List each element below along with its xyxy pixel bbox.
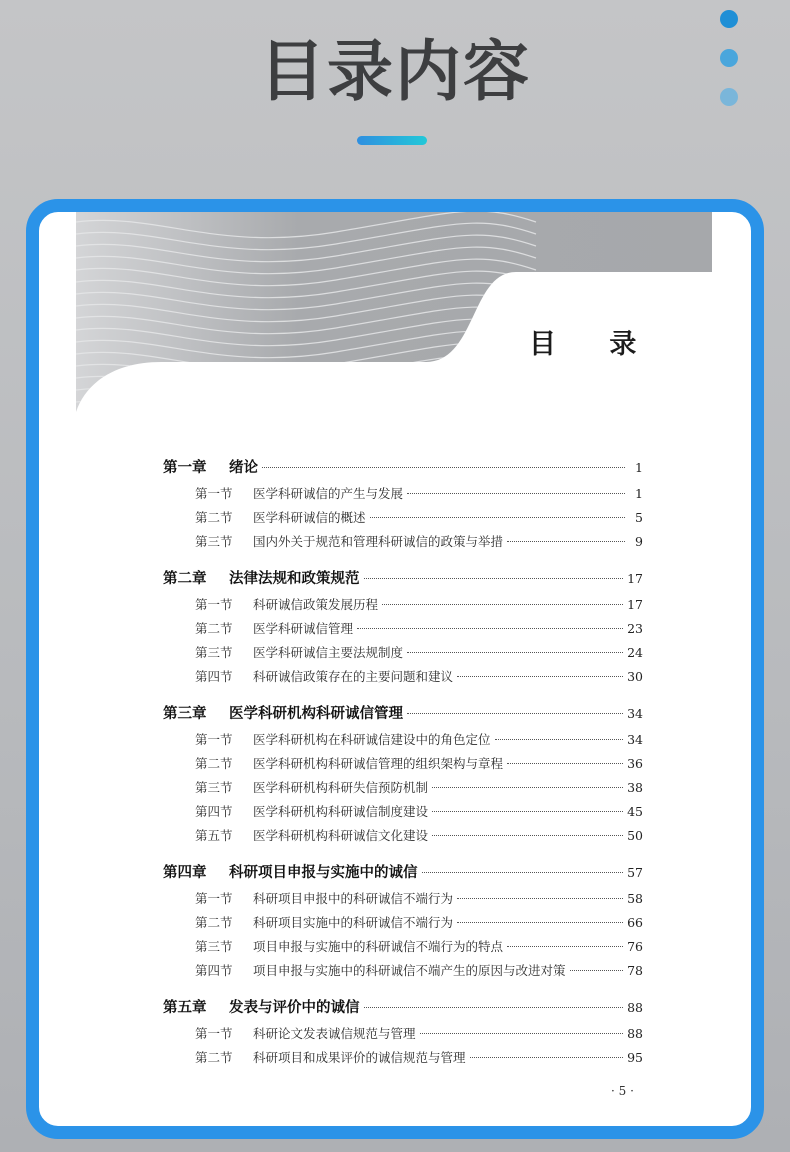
section-number: 第二节 [195, 621, 233, 636]
section-number: 第三节 [195, 645, 233, 660]
section-title: 医学科研诚信的概述 [253, 510, 366, 525]
toc-section-row[interactable] [163, 667, 643, 691]
table-of-contents [163, 456, 643, 1083]
section-number: 第三节 [195, 780, 233, 795]
dot-leader [262, 467, 625, 468]
page-number: · 5 · [611, 1084, 634, 1098]
toc-chapter [163, 456, 643, 556]
chapter-number: 第一章 [163, 459, 207, 476]
toc-section-row[interactable] [163, 937, 643, 961]
toc-title: 目 录 [529, 329, 659, 360]
page-ref: 66 [627, 915, 643, 930]
dot-leader [432, 787, 623, 788]
toc-section-row[interactable] [163, 1024, 643, 1048]
page-ref: 1 [635, 460, 643, 475]
section-title: 国内外关于规范和管理科研诚信的政策与举措 [253, 534, 504, 549]
dot-leader [457, 898, 623, 899]
section-number: 第一节 [195, 1026, 233, 1041]
dot-leader [422, 872, 624, 873]
page-ref: 1 [635, 486, 643, 501]
toc-chapter [163, 702, 643, 850]
section-number: 第三节 [195, 534, 233, 549]
section-title: 科研项目申报中的科研诚信不端行为 [253, 891, 454, 906]
page-ref: 50 [627, 828, 643, 843]
toc-chapter-row[interactable] [163, 861, 643, 889]
chapter-title: 发表与评价中的诚信 [229, 999, 360, 1016]
section-title: 医学科研诚信主要法规制度 [253, 645, 404, 660]
page-ref: 34 [627, 706, 643, 721]
page-ref: 88 [627, 1026, 643, 1041]
page-ref: 17 [627, 571, 643, 586]
dot-leader [507, 541, 625, 542]
toc-chapter-row[interactable] [163, 456, 643, 484]
page-ref: 95 [627, 1050, 643, 1065]
toc-section-row[interactable] [163, 802, 643, 826]
decorative-dot [720, 49, 738, 67]
dot-leader [457, 676, 623, 677]
toc-section-row[interactable] [163, 913, 643, 937]
page-heading: 目录内容 [259, 33, 531, 110]
section-title: 项目申报与实施中的科研诚信不端产生的原因与改进对策 [253, 963, 566, 978]
toc-section-row[interactable] [163, 754, 643, 778]
toc-section-row[interactable] [163, 643, 643, 667]
toc-section-row[interactable] [163, 484, 643, 508]
toc-chapter [163, 861, 643, 985]
book-page-frame [26, 199, 764, 1139]
dot-leader [370, 517, 625, 518]
toc-section-row[interactable] [163, 889, 643, 913]
section-title: 科研论文发表诚信规范与管理 [253, 1026, 416, 1041]
toc-section-row[interactable] [163, 778, 643, 802]
page-ref: 88 [627, 1000, 643, 1015]
page-ref: 17 [627, 597, 643, 612]
section-number: 第二节 [195, 510, 233, 525]
section-number: 第三节 [195, 939, 233, 954]
decorative-dot [720, 10, 738, 28]
toc-section-row[interactable] [163, 532, 643, 556]
dot-leader [407, 493, 625, 494]
chapter-number: 第五章 [163, 999, 207, 1016]
section-title: 科研项目和成果评价的诚信规范与管理 [253, 1050, 466, 1065]
section-number: 第四节 [195, 963, 233, 978]
toc-section-row[interactable] [163, 1048, 643, 1072]
page-ref: 38 [627, 780, 643, 795]
dot-leader [420, 1033, 624, 1034]
page-ref: 57 [627, 865, 643, 880]
section-number: 第二节 [195, 756, 233, 771]
chapter-number: 第四章 [163, 864, 207, 881]
toc-section-row[interactable] [163, 826, 643, 850]
toc-section-row[interactable] [163, 619, 643, 643]
decorative-dot [720, 88, 738, 106]
dot-leader [507, 946, 623, 947]
dot-leader [432, 811, 623, 812]
chapter-title: 医学科研机构科研诚信管理 [229, 705, 403, 722]
toc-section-row[interactable] [163, 730, 643, 754]
section-number: 第四节 [195, 804, 233, 819]
dot-leader [407, 652, 623, 653]
section-number: 第二节 [195, 915, 233, 930]
page-ref: 24 [627, 645, 643, 660]
page-ref: 78 [627, 963, 643, 978]
toc-chapter-row[interactable] [163, 567, 643, 595]
page-ref: 23 [627, 621, 643, 636]
section-title: 医学科研机构在科研诚信建设中的角色定位 [253, 732, 491, 747]
section-number: 第一节 [195, 486, 233, 501]
section-title: 医学科研诚信管理 [253, 621, 354, 636]
chapter-number: 第二章 [163, 570, 207, 587]
dot-leader [457, 922, 623, 923]
toc-chapter-row[interactable] [163, 996, 643, 1024]
wave-banner [76, 212, 712, 412]
chapter-title: 科研项目申报与实施中的诚信 [229, 864, 418, 881]
section-title: 医学科研机构科研诚信制度建设 [253, 804, 429, 819]
page-ref: 45 [627, 804, 643, 819]
section-number: 第一节 [195, 732, 233, 747]
section-number: 第一节 [195, 891, 233, 906]
toc-chapter [163, 567, 643, 691]
section-number: 第二节 [195, 1050, 233, 1065]
dot-leader [495, 739, 624, 740]
section-title: 医学科研诚信的产生与发展 [253, 486, 404, 501]
dot-leader [432, 835, 623, 836]
page-ref: 5 [635, 510, 643, 525]
toc-section-row[interactable] [163, 508, 643, 532]
dot-leader [507, 763, 623, 764]
page-ref: 30 [627, 669, 643, 684]
section-title: 医学科研机构科研诚信管理的组织架构与章程 [253, 756, 504, 771]
dot-leader [570, 970, 624, 971]
section-title: 科研诚信政策发展历程 [253, 597, 379, 612]
section-title: 医学科研机构科研诚信文化建设 [253, 828, 429, 843]
chapter-number: 第三章 [163, 705, 207, 722]
toc-section-row[interactable] [163, 961, 643, 985]
page-ref: 9 [635, 534, 643, 549]
toc-chapter [163, 996, 643, 1072]
dot-leader [470, 1057, 624, 1058]
dot-leader [364, 578, 624, 579]
page-ref: 76 [627, 939, 643, 954]
dot-leader [382, 604, 623, 605]
section-title: 医学科研机构科研失信预防机制 [253, 780, 429, 795]
page-ref: 34 [627, 732, 643, 747]
section-number: 第四节 [195, 669, 233, 684]
chapter-title: 法律法规和政策规范 [229, 570, 360, 587]
chapter-title: 绪论 [229, 459, 258, 476]
page-ref: 58 [627, 891, 643, 906]
page-ref: 36 [627, 756, 643, 771]
section-number: 第一节 [195, 597, 233, 612]
section-title: 科研诚信政策存在的主要问题和建议 [253, 669, 454, 684]
accent-bar [357, 136, 427, 145]
section-number: 第五节 [195, 828, 233, 843]
toc-chapter-row[interactable] [163, 702, 643, 730]
section-title: 科研项目实施中的科研诚信不端行为 [253, 915, 454, 930]
dot-leader [407, 713, 623, 714]
toc-section-row[interactable] [163, 595, 643, 619]
section-title: 项目申报与实施中的科研诚信不端行为的特点 [253, 939, 504, 954]
dot-leader [357, 628, 623, 629]
dot-leader [364, 1007, 624, 1008]
